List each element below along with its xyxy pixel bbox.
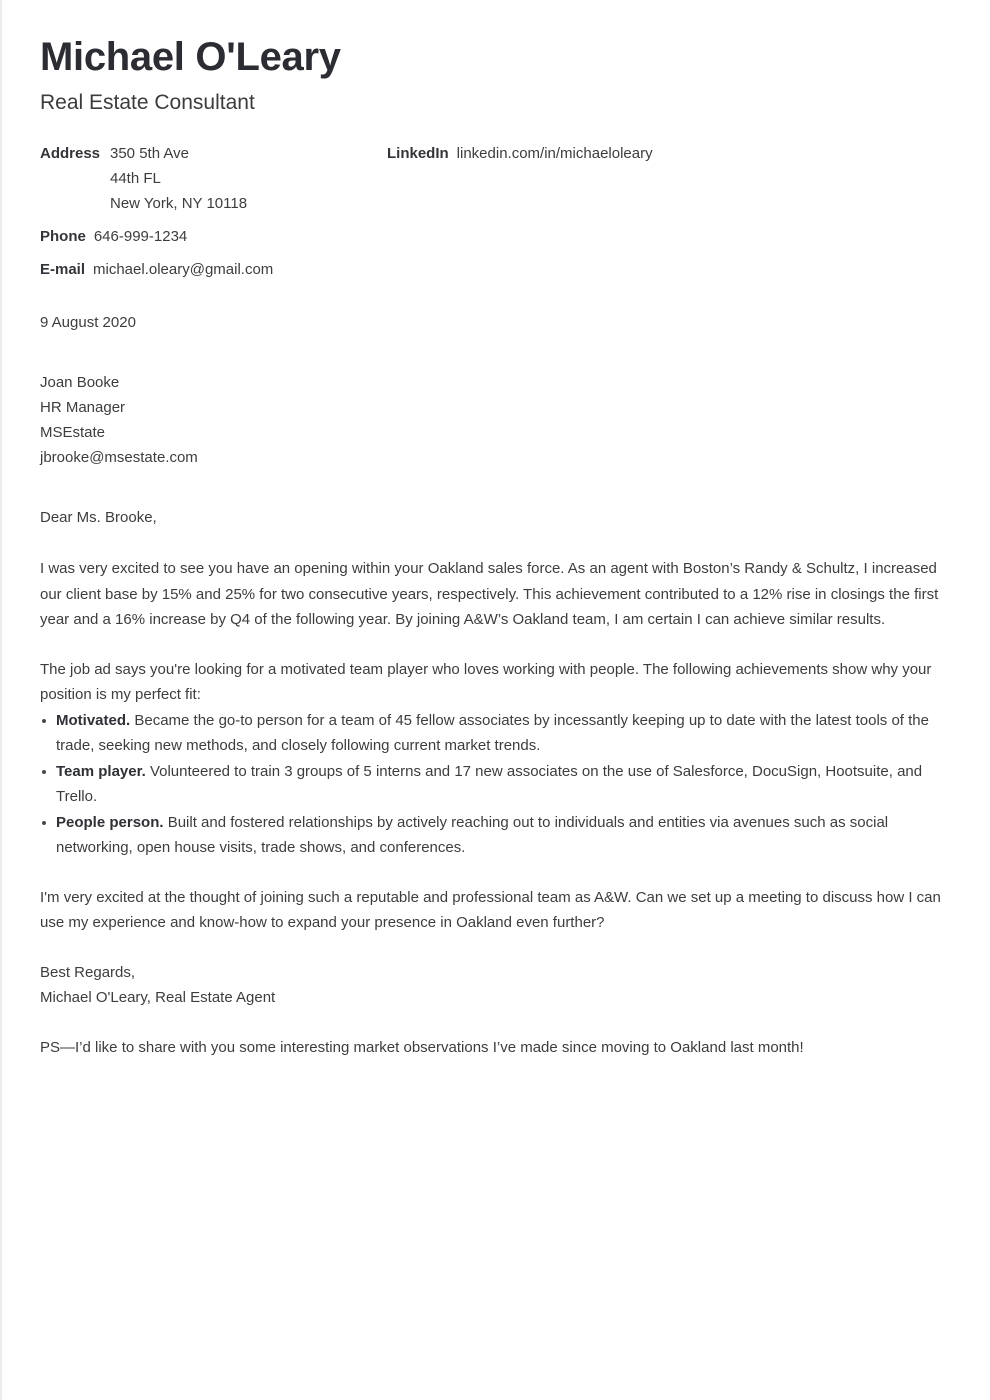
page-title: Michael O'Leary xyxy=(40,35,341,79)
achievement-text: Volunteered to train 3 groups of 5 interns and 17 new associates on the use of Salesforce, DocuSign, Hootsuite, and Trello. xyxy=(56,762,923,806)
signature-line: Michael O'Leary, Real Estate Agent xyxy=(40,988,276,1006)
achievement-lead: Team player. xyxy=(56,762,146,780)
recipient-name: Joan Booke xyxy=(40,374,120,392)
contact-row-phone xyxy=(40,224,400,249)
recipient-block xyxy=(40,370,950,470)
address-line-1: 350 5th Ave xyxy=(110,145,189,163)
salutation: Dear Ms. Brooke, xyxy=(40,509,157,527)
contact-row-address xyxy=(40,141,400,216)
signoff-block xyxy=(40,960,950,1010)
body-paragraph-3: I'm very excited at the thought of joining such a reputable and professional team as A&W. Can we set up a meeting to discuss how I can use my experience and know-how to expand your presence in Oakland even further? xyxy=(40,888,941,932)
address-line-2: 44th FL xyxy=(110,170,161,188)
recipient-title: HR Manager xyxy=(40,399,126,417)
address-label: Address xyxy=(40,145,101,163)
linkedin-value[interactable]: linkedin.com/in/michaeloleary xyxy=(456,145,653,163)
contact-row-linkedin xyxy=(387,141,653,166)
contact-block xyxy=(40,141,950,282)
email-value[interactable]: michael.oleary@gmail.com xyxy=(93,261,274,279)
letter-date: 9 August 2020 xyxy=(40,314,136,332)
letter-content xyxy=(2,0,990,1060)
job-title: Real Estate Consultant xyxy=(40,91,255,114)
body-paragraph-2: The job ad says you're looking for a motivated team player who loves working with people. The following achievements show why your position is my perfect fit: xyxy=(40,660,932,704)
address-line-3: New York, NY 10118 xyxy=(110,195,248,213)
achievement-text: Built and fostered relationships by actively reaching out to individuals and entities via avenues such as social networking, open house visits, trade shows, and conferences. xyxy=(56,813,889,857)
phone-value[interactable]: 646-999-1234 xyxy=(93,228,188,246)
phone-label: Phone xyxy=(40,228,86,246)
closing-line: Best Regards, xyxy=(40,963,136,981)
recipient-email[interactable]: jbrooke@msestate.com xyxy=(40,449,198,467)
list-item xyxy=(40,708,950,759)
achievement-text: Became the go-to person for a team of 45 fellow associates by incessantly keeping up to date with the latest tools of the trade, seeking new methods, and closely following current market trends. xyxy=(56,711,929,755)
contact-column-right xyxy=(387,141,653,166)
achievement-lead: People person. xyxy=(56,813,164,831)
body-paragraph-1: I was very excited to see you have an opening within your Oakland sales force. As an agent with Boston’s Randy & Schultz, I increased our client base by 15% and 25% for two consecutive years, respectively. This achievement contributed to a 12% rise in closings the first year and a 16% increase by Q4 of the following year. By joining A&W’s Oakland team, I am certain I can achieve similar results. xyxy=(40,560,939,629)
list-item xyxy=(40,759,950,810)
achievements-list xyxy=(40,708,950,861)
contact-column-left xyxy=(40,141,400,282)
list-item xyxy=(40,810,950,861)
contact-row-email xyxy=(40,257,400,282)
postscript: PS—I’d like to share with you some interesting market observations I’ve made since moving to Oakland last month! xyxy=(40,1038,804,1056)
recipient-company: MSEstate xyxy=(40,424,106,442)
address-values xyxy=(110,141,247,216)
email-label: E-mail xyxy=(40,261,86,279)
linkedin-label: LinkedIn xyxy=(387,145,449,163)
achievement-lead: Motivated. xyxy=(56,711,131,729)
